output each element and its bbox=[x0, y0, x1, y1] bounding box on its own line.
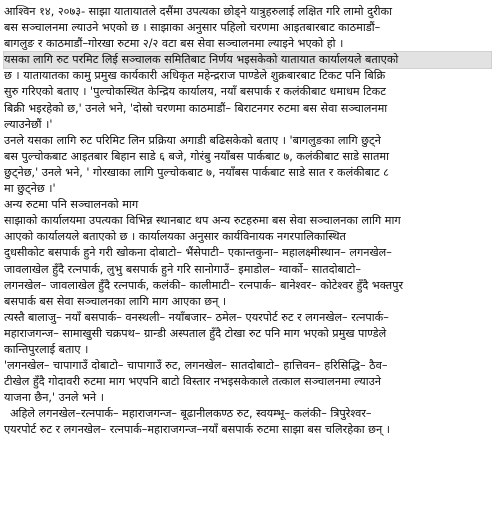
article-line-14: साझाको कार्यालयमा उपत्यका विभिन्न स्थानबाट थप अन्य रुटहरुमा बस सेवा सञ्चालनका लागि माग bbox=[4, 214, 401, 228]
article-line-18: लगनखेल– जावलाखेल हुँदै रत्नपार्क, कलंकी– कालीमाटी– रत्नपार्क– बानेश्वर– कोटेश्वर हुँदै भक्तपुर bbox=[4, 278, 404, 292]
article-line-3: बागलुङ र काठमाडौं–गोरखा रुटमा २/२ वटा बस सेवा सञ्चालनमा ल्याइने भएको हो । bbox=[4, 37, 344, 51]
article-line-1: आश्विन १४, २०७३- साझा यातायातले दसैंमा उपत्यका छोड्ने यात्रुहरुलाई लक्षित गरि लामो दुरीका bbox=[4, 5, 393, 18]
article-line-11: छुट्नेछ,' उनले भने, ' गोरखाका लागि पुल्चोकबाट ७, नयाँबस पार्कबाट साडे सात र कलंकीबाट ८ bbox=[4, 165, 389, 179]
article-line-20: त्यस्तै बालाजु– नयाँ बसपार्क– वनस्थली– नयाँबजार– ठमेल– एयरपोर्ट रुट र लगनखेल– रत्नपार्क– bbox=[4, 310, 389, 324]
article-line-16: दुधसीकोट बसपार्क हुने गरी खोकना दोबाटो– भैंसेपाटी– एकान्तकुना– महालक्ष्मीस्थान– लगनखेल– bbox=[4, 246, 392, 260]
article-line-27: एयरपोर्ट रुट र लगनखेल– रत्नपार्क–महाराजगन्ज–नयाँ बसपार्क रुटमा साझा बस चलिरहेका छन् । bbox=[4, 423, 391, 437]
article-line-10: बस पुल्चोकबाट आइतबार बिहान साडे ६ बजे, गोरंबु नयाँबस पार्कबाट ७, कलंकीबाट साडे सातमा bbox=[4, 149, 389, 163]
article-line-2: बस सञ्चालनमा ल्याउने भएको छ । साझाका अनुसार पहिलो चरणमा आइतबारबाट काठमाडौं– bbox=[4, 21, 381, 35]
article-line-9: उनले यसका लागि रुट परिमिट लिन प्रक्रिया अगाडी बढिसकेको बताए । 'बागलुङका लागि छुट्ने bbox=[4, 133, 381, 147]
article-line-8: ल्याउनेछौं ।' bbox=[4, 117, 53, 131]
article-line-4-highlighted: यसका लागि रुट परमिट लिई सञ्चालक समितिबाट निर्णय भइसकेको यातायात कार्यालयले बताएको bbox=[4, 52, 491, 68]
article-line-17: जावलाखेल हुँदै रत्नपार्क, लुभु बसपार्क हुने गरि सानोगाउँ– इमाडोल– ग्वार्को– सातदोबाटो– bbox=[4, 262, 361, 276]
article-line-21: महाराजगन्ज– सामाखुसी चक्रपथ– ग्रान्डी अस्पताल हुँदै टोखा रुट पनि माग भएको प्रमुख पाण्डेले bbox=[4, 326, 387, 340]
article-line-25: याजना छैन,' उनले भने । bbox=[4, 391, 104, 405]
article-line-12: मा छुट्नेछ ।' bbox=[4, 182, 56, 196]
article-subheading: अन्य रुटमा पनि सञ्चालनको माग bbox=[4, 198, 139, 212]
article-line-24: टीखेल हुँदै गोदावरी रुटमा माग भएपनि बाटो विस्तार नभइसकेकाले तत्काल सञ्चालनमा ल्याउने bbox=[4, 375, 381, 389]
article-line-22: कान्तिपुरलाई बताए । bbox=[4, 342, 89, 356]
article-line-26: अहिले लगनखेल–रत्नपार्क– महाराजगन्ज– बूढानीलकण्ठ रुट, स्वयम्भू– कलंकी– त्रिपुरेश्वर– bbox=[10, 407, 372, 421]
article-line-7: बिक्री भइरहेको छ,' उनले भने, 'दोस्रो चरणमा काठमाडौं– बिराटनगर रुटमा बस सेवा सञ्चालनमा bbox=[4, 101, 388, 115]
article-line-5: छ । यातायातका कामु प्रमुख कार्यकारी अधिकृत महेन्द्रराज पाण्डेले शुक्रबारबाट टिकट पनि बिक्रि bbox=[4, 69, 386, 83]
article-line-19: बसपार्क बस सेवा सञ्चालनका लागि माग आएका छन् । bbox=[4, 294, 227, 308]
article-line-23: 'लगनखेल– चापागाउँ दोबाटो– चापागाउँ रुट, लगनखेल– सातदोबाटो– हात्तिवन– हरिसिद्धि– ठैव– bbox=[4, 359, 388, 373]
article-line-15: आएको कार्यालयले बताएको छ । कार्यालयका अनुसार कार्यविनायक नगरपालिकास्थित bbox=[4, 230, 346, 244]
article-line-6: सुरु गरिएको बताए । 'पुल्चोकस्थित केन्द्रिय कार्यालय, नयाँ बसपार्क र कलंकीबाट धमाधम टिकट bbox=[4, 85, 386, 99]
